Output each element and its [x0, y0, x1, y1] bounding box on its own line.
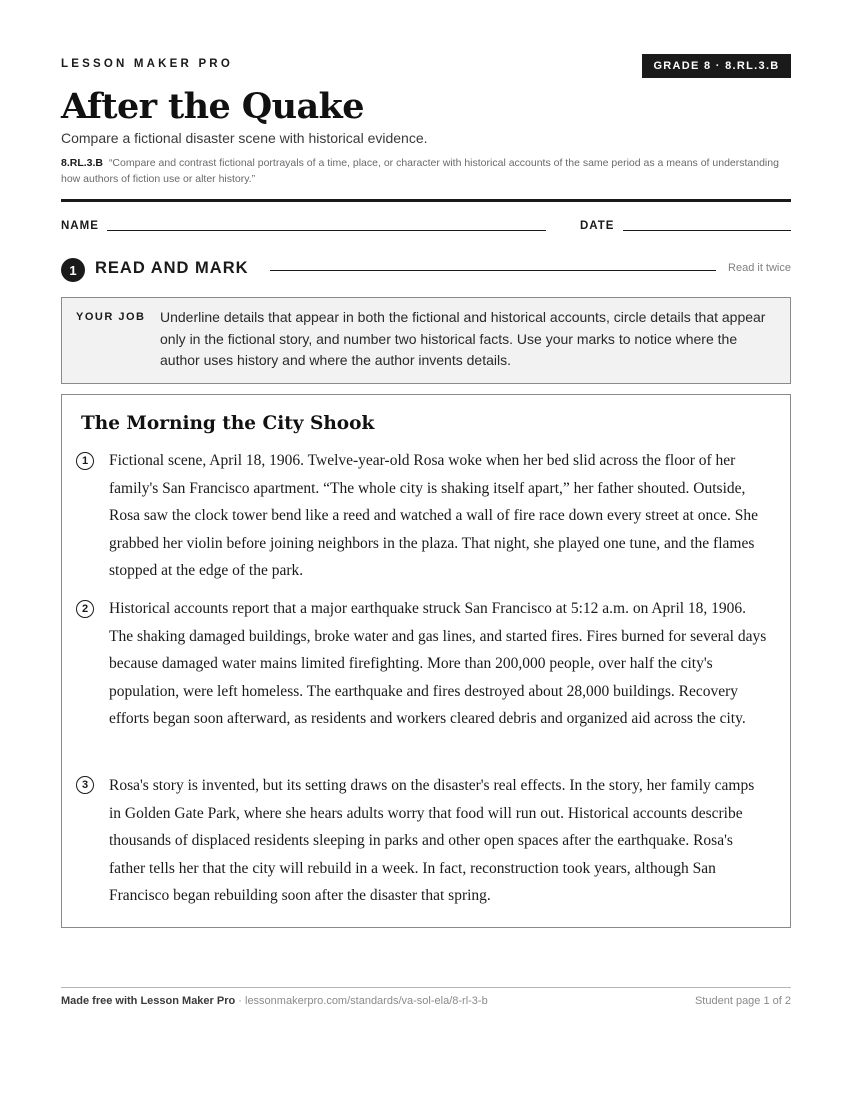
section-divider — [270, 270, 716, 271]
standard-text: “Compare and contrast fictional portrayals of a time, place, or character with historical accounts of the same period as a means of understanding how authors of fiction use or alter history.” — [61, 157, 779, 185]
instructions-box — [61, 297, 791, 384]
date-field[interactable] — [623, 230, 791, 231]
paragraph-3: Rosa's story is invented, but its setting draws on the disaster's real effects. In the story, her family camps in Golden Gate Park, where she hears adults worry that food will run out. Historical accounts describe thousands of displaced residents sleeping in parks and other open spaces after the earthquake. Rosa's father tells her that the city will rebuild in a week. In fact, reconstruction took years, although San Francisco began rebuilding soon after the disaster that spring. — [109, 777, 755, 905]
name-field[interactable] — [107, 230, 546, 231]
brand-name: LESSON MAKER PRO — [61, 58, 233, 70]
grade-badge: GRADE 8 · 8.RL.3.B — [642, 54, 791, 78]
page-subtitle: Compare a fictional disaster scene with historical evidence. — [61, 130, 428, 146]
paragraph-number-1: 1 — [76, 452, 94, 470]
instructions-text: Underline details that appear in both the fictional and historical accounts, circle details that appear only in the fictional story, and number two historical facts. Use your marks to notice where the author uses history and where the author invents details. — [160, 309, 766, 368]
section-number-badge: 1 — [61, 258, 85, 282]
date-label: DATE — [580, 220, 615, 232]
footer-separator: · — [235, 995, 245, 1007]
footer-divider — [61, 987, 791, 988]
paragraph-1: Fictional scene, April 18, 1906. Twelve-year-old Rosa woke when her bed slid across the floor of her family's San Francisco apartment. “The whole city is shaking itself apart,” her father shouted. Outside, Rosa saw the clock tower bend like a reed and watched a wall of fire race down every street at once. She grabbed her violin before joining neighbors in the plaza. That night, she played one tune, and the flames stopped at the edge of the park. — [109, 452, 759, 580]
section-title: READ AND MARK — [95, 259, 249, 277]
page-number: Student page 1 of 2 — [694, 995, 791, 1007]
paragraph-number-2: 2 — [76, 600, 94, 618]
header-divider — [61, 199, 791, 202]
page-title: After the Quake — [61, 86, 364, 127]
section-note: Read it twice — [728, 262, 791, 274]
standard-code: 8.RL.3.B — [61, 157, 104, 169]
footer-credit — [61, 995, 488, 1007]
footer-url[interactable]: lessonmakerpro.com/standards/va-sol-ela/8-rl-3-b — [245, 995, 488, 1007]
name-label: NAME — [61, 220, 99, 232]
standard-description — [61, 155, 781, 187]
instructions-label: YOUR JOB — [76, 311, 146, 323]
paragraph-2: Historical accounts report that a major earthquake struck San Francisco at 5:12 a.m. on April 18, 1906. The shaking damaged buildings, broke water and gas lines, and started fires. Fires burned for several days because damaged water mains limited firefighting. More than 200,000 people, over half the city's population, were left homeless. The earthquake and fires destroyed about 28,000 buildings. Recovery efforts began soon afterward, as residents and workers cleared debris and organized aid across the city. — [109, 600, 767, 728]
passage-title: The Morning the City Shook — [81, 413, 375, 434]
reading-passage — [61, 394, 791, 928]
footer-made-with: Made free with Lesson Maker Pro — [61, 995, 236, 1007]
paragraph-number-3: 3 — [76, 776, 94, 794]
